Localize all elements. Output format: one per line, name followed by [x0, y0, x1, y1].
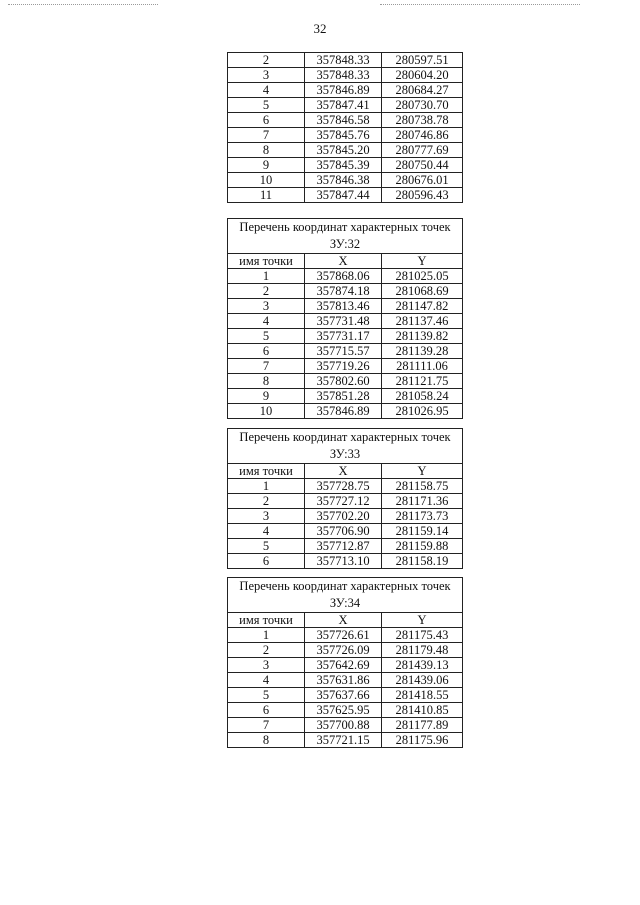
coordinates-table-zu33 [227, 428, 463, 569]
table-row [228, 494, 463, 509]
column-header-y: Y [382, 464, 463, 479]
point-name-cell: 4 [228, 673, 305, 688]
x-cell: 357846.89 [305, 404, 382, 419]
table-row [228, 703, 463, 718]
y-cell: 281159.88 [382, 539, 463, 554]
point-name-cell: 3 [228, 68, 305, 83]
y-cell: 280676.01 [382, 173, 463, 188]
y-cell: 280746.86 [382, 128, 463, 143]
point-name-cell: 9 [228, 158, 305, 173]
x-cell: 357700.88 [305, 718, 382, 733]
x-cell: 357706.90 [305, 524, 382, 539]
point-name-cell: 6 [228, 703, 305, 718]
table-row [228, 479, 463, 494]
y-cell: 281175.43 [382, 628, 463, 643]
y-cell: 281139.82 [382, 329, 463, 344]
x-cell: 357726.61 [305, 628, 382, 643]
scan-artifact-line [8, 4, 158, 6]
table-row [228, 539, 463, 554]
coordinates-table-zu32 [227, 218, 463, 419]
x-cell: 357847.44 [305, 188, 382, 203]
table-caption: Перечень координат характерных точек ЗУ:32 [228, 219, 463, 254]
column-header-x: X [305, 464, 382, 479]
table-row [228, 509, 463, 524]
x-cell: 357851.28 [305, 389, 382, 404]
table-row [228, 68, 463, 83]
y-cell: 281439.13 [382, 658, 463, 673]
column-header-y: Y [382, 254, 463, 269]
table-row [228, 628, 463, 643]
x-cell: 357642.69 [305, 658, 382, 673]
table-row [228, 404, 463, 419]
point-name-cell: 4 [228, 524, 305, 539]
x-cell: 357848.33 [305, 68, 382, 83]
y-cell: 281121.75 [382, 374, 463, 389]
point-name-cell: 7 [228, 359, 305, 374]
point-name-cell: 7 [228, 718, 305, 733]
coordinates-table-continuation [227, 52, 463, 203]
y-cell: 281025.05 [382, 269, 463, 284]
table-row [228, 733, 463, 748]
scan-artifact-line [380, 4, 580, 6]
y-cell: 281058.24 [382, 389, 463, 404]
y-cell: 281177.89 [382, 718, 463, 733]
column-header-point-name: имя точки [228, 254, 305, 269]
x-cell: 357813.46 [305, 299, 382, 314]
point-name-cell: 1 [228, 628, 305, 643]
table-row [228, 284, 463, 299]
column-header-x: X [305, 254, 382, 269]
table-row [228, 188, 463, 203]
column-header-x: X [305, 613, 382, 628]
point-name-cell: 3 [228, 658, 305, 673]
point-name-cell: 5 [228, 688, 305, 703]
y-cell: 280777.69 [382, 143, 463, 158]
table-row [228, 98, 463, 113]
table-caption: Перечень координат характерных точек ЗУ:34 [228, 578, 463, 613]
point-name-cell: 6 [228, 554, 305, 569]
point-name-cell: 3 [228, 299, 305, 314]
table-row [228, 173, 463, 188]
point-name-cell: 1 [228, 269, 305, 284]
y-cell: 281111.06 [382, 359, 463, 374]
table-row [228, 688, 463, 703]
table-row [228, 643, 463, 658]
y-cell: 280597.51 [382, 53, 463, 68]
y-cell: 281147.82 [382, 299, 463, 314]
point-name-cell: 2 [228, 53, 305, 68]
table-row [228, 53, 463, 68]
point-name-cell: 2 [228, 494, 305, 509]
x-cell: 357715.57 [305, 344, 382, 359]
column-header-point-name: имя точки [228, 613, 305, 628]
point-name-cell: 1 [228, 479, 305, 494]
column-header-point-name: имя точки [228, 464, 305, 479]
y-cell: 281068.69 [382, 284, 463, 299]
x-cell: 357727.12 [305, 494, 382, 509]
x-cell: 357721.15 [305, 733, 382, 748]
x-cell: 357731.17 [305, 329, 382, 344]
x-cell: 357847.41 [305, 98, 382, 113]
x-cell: 357637.66 [305, 688, 382, 703]
x-cell: 357625.95 [305, 703, 382, 718]
point-name-cell: 11 [228, 188, 305, 203]
y-cell: 281159.14 [382, 524, 463, 539]
table-row [228, 359, 463, 374]
point-name-cell: 8 [228, 733, 305, 748]
point-name-cell: 8 [228, 143, 305, 158]
point-name-cell: 6 [228, 344, 305, 359]
column-header-y: Y [382, 613, 463, 628]
table-row [228, 269, 463, 284]
y-cell: 281179.48 [382, 643, 463, 658]
x-cell: 357802.60 [305, 374, 382, 389]
table-row [228, 128, 463, 143]
point-name-cell: 8 [228, 374, 305, 389]
table-row [228, 554, 463, 569]
y-cell: 281158.75 [382, 479, 463, 494]
point-name-cell: 5 [228, 98, 305, 113]
y-cell: 281173.73 [382, 509, 463, 524]
x-cell: 357713.10 [305, 554, 382, 569]
table-caption: Перечень координат характерных точек ЗУ:33 [228, 429, 463, 464]
x-cell: 357874.18 [305, 284, 382, 299]
y-cell: 281410.85 [382, 703, 463, 718]
y-cell: 280684.27 [382, 83, 463, 98]
table-row [228, 344, 463, 359]
table-row [228, 314, 463, 329]
x-cell: 357845.39 [305, 158, 382, 173]
y-cell: 281026.95 [382, 404, 463, 419]
x-cell: 357845.76 [305, 128, 382, 143]
x-cell: 357702.20 [305, 509, 382, 524]
x-cell: 357868.06 [305, 269, 382, 284]
table-row [228, 673, 463, 688]
point-name-cell: 6 [228, 113, 305, 128]
table-row [228, 389, 463, 404]
x-cell: 357719.26 [305, 359, 382, 374]
y-cell: 280596.43 [382, 188, 463, 203]
y-cell: 281175.96 [382, 733, 463, 748]
table-row [228, 113, 463, 128]
y-cell: 280604.20 [382, 68, 463, 83]
x-cell: 357731.48 [305, 314, 382, 329]
point-name-cell: 2 [228, 284, 305, 299]
y-cell: 281439.06 [382, 673, 463, 688]
x-cell: 357846.38 [305, 173, 382, 188]
x-cell: 357846.58 [305, 113, 382, 128]
table-row [228, 329, 463, 344]
point-name-cell: 4 [228, 314, 305, 329]
x-cell: 357846.89 [305, 83, 382, 98]
point-name-cell: 5 [228, 539, 305, 554]
y-cell: 281139.28 [382, 344, 463, 359]
page-number: 32 [313, 21, 327, 36]
y-cell: 280750.44 [382, 158, 463, 173]
table-row [228, 718, 463, 733]
table-row [228, 524, 463, 539]
y-cell: 281137.46 [382, 314, 463, 329]
table-row [228, 158, 463, 173]
coordinates-table-zu34 [227, 577, 463, 748]
point-name-cell: 2 [228, 643, 305, 658]
y-cell: 281171.36 [382, 494, 463, 509]
table-row [228, 299, 463, 314]
point-name-cell: 3 [228, 509, 305, 524]
point-name-cell: 5 [228, 329, 305, 344]
x-cell: 357726.09 [305, 643, 382, 658]
y-cell: 281158.19 [382, 554, 463, 569]
table-row [228, 658, 463, 673]
point-name-cell: 4 [228, 83, 305, 98]
x-cell: 357845.20 [305, 143, 382, 158]
table-row [228, 143, 463, 158]
x-cell: 357631.86 [305, 673, 382, 688]
y-cell: 280730.70 [382, 98, 463, 113]
y-cell: 280738.78 [382, 113, 463, 128]
y-cell: 281418.55 [382, 688, 463, 703]
point-name-cell: 9 [228, 389, 305, 404]
point-name-cell: 7 [228, 128, 305, 143]
x-cell: 357728.75 [305, 479, 382, 494]
x-cell: 357848.33 [305, 53, 382, 68]
table-row [228, 83, 463, 98]
point-name-cell: 10 [228, 173, 305, 188]
x-cell: 357712.87 [305, 539, 382, 554]
table-row [228, 374, 463, 389]
point-name-cell: 10 [228, 404, 305, 419]
